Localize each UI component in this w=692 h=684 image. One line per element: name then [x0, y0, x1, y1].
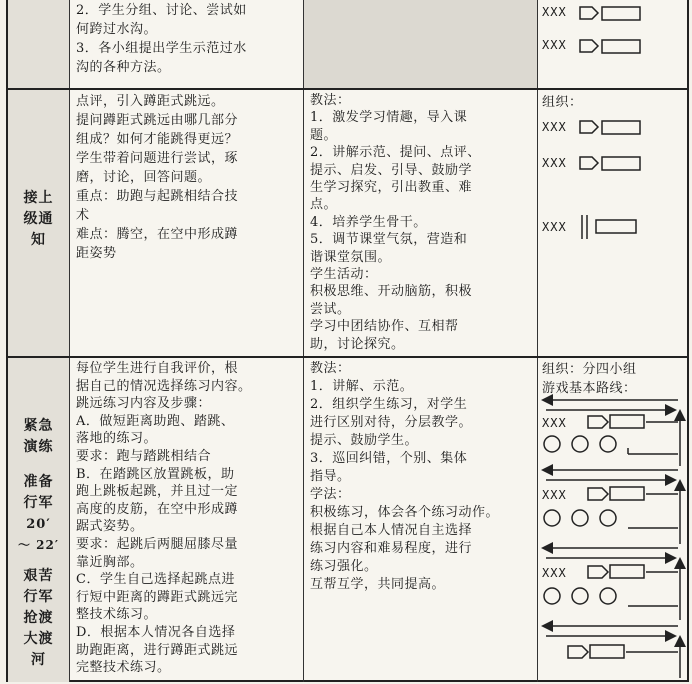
text-line: 助，讨论探究。 — [310, 336, 405, 352]
text-line: 据自己的情况选择练习内容。 — [76, 378, 252, 394]
text-line: 靠近胸部。 — [76, 554, 144, 570]
text-line: 2．讲解示范、提问、点评、 — [310, 145, 481, 161]
text-line: B．在踏跳区放置跳板，助 — [76, 466, 235, 482]
text-line: 学习中团结协作、互相帮 — [310, 319, 459, 335]
text-line: 教法： — [310, 93, 351, 108]
stage-label: 艰苦 — [23, 568, 54, 584]
text-line: 要求：跑与踏跳相结合 — [76, 448, 212, 464]
text-line: 积极思维、开动脑筋，积极 — [310, 284, 473, 300]
row2-method-cell — [304, 90, 538, 356]
text-line: 根据自己本人情况自主选择 — [310, 523, 473, 538]
text-line: 1．讲解、示范。 — [310, 379, 414, 394]
duration-label: 20′ — [26, 517, 51, 532]
text-line: 高度的皮筋，在空中形成蹲 — [76, 501, 239, 517]
text-line: 2．学生分组、讨论、尝试如 — [76, 3, 247, 18]
text-line: 点。 — [310, 197, 338, 213]
text-line: 踞式姿势。 — [76, 519, 144, 535]
flag-icon — [578, 4, 648, 22]
row2-activity-cell — [70, 90, 304, 356]
text-line: 谐课堂氛围。 — [310, 249, 392, 265]
text-line: 学生活动： — [310, 267, 378, 283]
text-line: 磨，讨论，回答问题。 — [76, 170, 212, 185]
text-line: 行短中距离的蹲距式跳远完 — [76, 589, 239, 605]
text-line: 学生带着问题进行尝试，琢 — [76, 151, 239, 166]
text-line: 完整技术练习。 — [76, 660, 171, 676]
formation-title: 组织：分四小组 — [542, 362, 637, 377]
text-line: 1．激发学习情趣，导入课 — [310, 110, 468, 126]
text-line: 每位学生进行自我评价，根 — [76, 361, 239, 376]
flag-icon — [578, 118, 648, 136]
student-row-marker: XXX — [542, 120, 567, 134]
row1-formation-cell — [538, 0, 687, 88]
springboard-icon — [578, 214, 648, 240]
text-line: 沟的各种方法。 — [76, 60, 171, 75]
text-line: 练习内容和难易程度，进行 — [310, 541, 473, 556]
stage-label: 大渡 — [23, 631, 54, 647]
text-line: 跳远练习内容及步骤： — [76, 396, 212, 412]
row2-stage-cell — [8, 90, 70, 356]
stage-label: 接上 — [23, 190, 54, 206]
student-row-marker: XXX — [542, 488, 567, 502]
text-line: 何跨过水沟。 — [76, 22, 158, 37]
row3-activity-cell — [70, 358, 304, 682]
stage-label: 抢渡 — [23, 610, 54, 626]
text-line: 进行区别对待，分层教学。 — [310, 415, 473, 430]
text-line: 术 — [76, 208, 90, 223]
row1-stage-cell — [8, 0, 70, 88]
text-line: 点评，引入蹲距式跳远。 — [76, 94, 225, 109]
text-line: 提问蹲距式跳远由哪几部分 — [76, 113, 239, 128]
row3-stage-cell — [8, 358, 70, 682]
text-line: 距姿势 — [76, 246, 117, 261]
stage-label: 紧急 — [23, 418, 54, 434]
student-row-marker: XXX — [542, 220, 567, 234]
text-line: D．根据本人情况各自选择 — [76, 624, 236, 640]
stage-label: 行军 — [23, 589, 54, 605]
text-line: 重点：助跑与起跳相结合技 — [76, 189, 239, 204]
text-line: 题。 — [310, 127, 338, 143]
student-row-marker: XXX — [542, 566, 567, 580]
duration-label: ～ 22′ — [17, 538, 60, 552]
lesson-plan-table — [6, 0, 689, 682]
text-line: 2．组织学生练习，对学生 — [310, 397, 468, 412]
stage-label: 级通 — [23, 211, 54, 227]
stage-label: 行军 — [23, 495, 54, 511]
text-line: 积极练习，体会各个练习动作。 — [310, 505, 500, 520]
formation-title: 组织： — [542, 95, 583, 110]
row3-formation-cell — [538, 358, 687, 682]
route-diagram — [538, 394, 687, 682]
text-line: C．学生自己选择起跳点进 — [76, 572, 235, 588]
text-line: 落地的练习。 — [76, 431, 158, 447]
student-row-marker: XXX — [542, 156, 567, 170]
text-line: 4．培养学生骨干。 — [310, 214, 427, 230]
student-row-marker: XXX — [542, 38, 567, 52]
text-line: 整技术练习。 — [76, 607, 158, 623]
text-line: 提示、启发、引导、鼓励学 — [310, 162, 473, 178]
text-line: 生学习探究，引出教重、难 — [310, 180, 473, 196]
table-row-1 — [8, 0, 687, 90]
stage-label: 准备 — [23, 474, 54, 490]
text-line: A．做短距离助跑、踏跳、 — [76, 413, 235, 429]
stage-label: 演练 — [23, 439, 54, 455]
flag-icon — [578, 154, 648, 172]
flag-icon — [578, 37, 648, 55]
text-line: 难点：腾空，在空中形成蹲 — [76, 227, 239, 242]
text-line: 助跑距离，进行蹲距式跳远 — [76, 642, 239, 658]
text-line: 指导。 — [310, 469, 351, 484]
stage-label: 知 — [31, 232, 46, 248]
row1-activity-cell — [70, 0, 304, 88]
text-line: 练习强化。 — [310, 559, 378, 574]
student-row-marker: XXX — [542, 5, 567, 19]
stage-label: 河 — [31, 652, 46, 668]
row3-method-cell — [304, 358, 538, 682]
table-row-3 — [8, 358, 687, 682]
text-line: 组成？如何才能跳得更远？ — [76, 132, 239, 147]
row1-method-cell — [304, 0, 538, 88]
text-line: 尝试。 — [310, 301, 351, 317]
text-line: 5．调节课堂气氛，营造和 — [310, 232, 468, 248]
text-line: 学法： — [310, 487, 351, 502]
text-line: 互帮互学，共同提高。 — [310, 577, 446, 592]
text-line: 教法： — [310, 361, 351, 376]
text-line: 3．各小组提出学生示范过水 — [76, 41, 247, 56]
text-line: 提示、鼓励学生。 — [310, 433, 419, 448]
text-line: 要求：起跳后两腿屈膝尽量 — [76, 536, 239, 552]
student-row-marker: XXX — [542, 416, 567, 430]
text-line: 跑上跳板起跳，并且过一定 — [76, 484, 239, 500]
row2-formation-cell — [538, 90, 687, 356]
text-line: 3．巡回纠错，个别、集体 — [310, 451, 468, 466]
route-subtitle: 游戏基本路线： — [542, 381, 637, 396]
table-row-2 — [8, 90, 687, 358]
